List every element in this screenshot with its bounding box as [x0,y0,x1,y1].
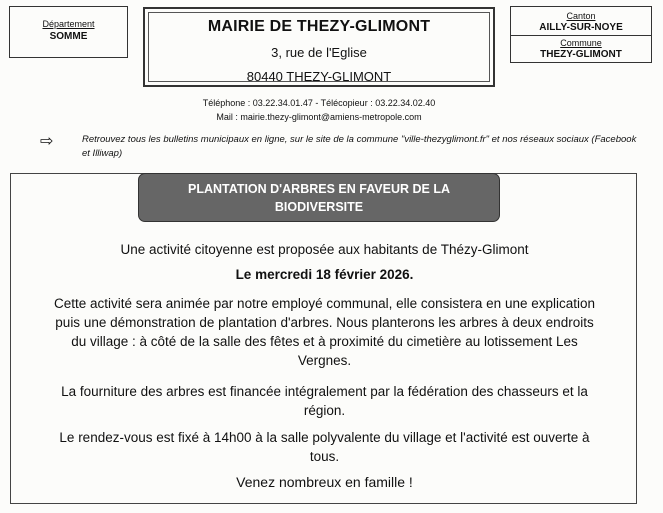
paragraph-line: tous. [309,449,340,464]
canton-label: Canton [566,11,596,21]
departement-box [9,6,128,58]
article-intro: Une activité citoyenne est proposée aux habitants de Thézy-Glimont [120,242,529,257]
canton-value: AILLY-SUR-NOYE [539,22,623,33]
article-paragraph-3 [11,428,638,466]
paragraph-line: Le rendez-vous est fixé à 14h00 à la salle polyvalente du village et l'activité est ouverte à [59,430,590,445]
mairie-header [143,7,495,87]
commune-value: THEZY-GLIMONT [540,49,622,60]
article-box [10,173,637,504]
paragraph-line: Vergnes. [297,353,352,368]
article-title-line1: PLANTATION D'ARBRES EN FAVEUR DE LA [187,182,450,196]
article-paragraph-1 [11,294,638,370]
departement-label: Département [42,19,95,29]
contact-info [143,96,495,124]
contact-mail: Mail : mairie.thezy-glimont@amiens-metropole.com [216,112,422,122]
paragraph-line: région. [303,403,346,418]
notice-text: Retrouvez tous les bulletins municipaux en ligne, sur le site de la commune "ville-thezyglimont.fr" et nos réseaux sociaux (Facebook et Illiwap) [82,134,637,159]
article-paragraph-2 [11,382,638,420]
paragraph-line: puis une démonstration de plantation d'arbres. Nous planterons les arbres à deux endroits [55,315,594,330]
article-date: Le mercredi 18 février 2026. [235,267,414,282]
paragraph-line: Cette activité sera animée par notre employé communal, elle consistera en une explication [53,296,596,311]
mairie-city: 80440 THEZY-GLIMONT [246,69,392,84]
paragraph-line: La fourniture des arbres est financée intégralement par la fédération des chasseurs et la [61,384,588,399]
article-title-banner [138,173,500,222]
contact-phone: Téléphone : 03.22.34.01.47 - Télécopieur : 03.22.34.02.40 [202,98,436,108]
canton-divider [511,35,651,36]
mairie-title: MAIRIE DE THEZY-GLIMONT [207,18,431,35]
commune-label: Commune [560,38,602,48]
paragraph-line: du village : à côté de la salle des fêtes et à proximité du cimetière au lotissement Les [71,334,578,349]
article-title-line2: BIODIVERSITE [274,200,364,214]
mairie-address: 3, rue de l'Eglise [271,45,367,60]
article-closing: Venez nombreux en famille ! [236,474,413,490]
departement-value: SOMME [49,31,88,42]
canton-box [510,6,652,63]
arrow-right-icon: ⇨ [40,133,54,150]
